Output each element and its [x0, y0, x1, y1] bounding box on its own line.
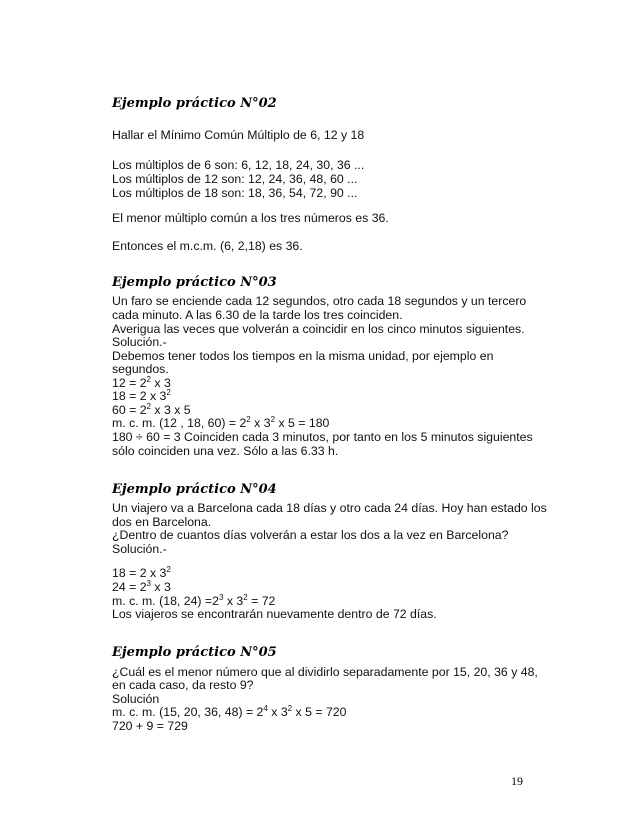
math-line: $60 = 2^2$ x 3 x 5 [112, 401, 191, 417]
heading-ejemplo-02: Ejemplo práctico N°02 [112, 96, 277, 111]
text-line: cada minuto. A las 6.30 de la tarde los tres coinciden. [112, 308, 403, 322]
heading-ejemplo-04: Ejemplo práctico N°04 [112, 482, 277, 497]
text-line: 720 + 9 = 729 [112, 719, 188, 733]
text-line: Hallar el Mínimo Común Múltiplo de 6, 12 y 18 [112, 128, 365, 142]
text-line: Solución [112, 692, 160, 706]
math-line: 18 = 2 x $3^2$ [112, 564, 171, 580]
heading-ejemplo-03: Ejemplo práctico N°03 [112, 275, 277, 290]
text-line: sólo coinciden una vez. Sólo a las 6.33 h. [112, 444, 339, 458]
text-line: en cada caso, da resto 9? [112, 678, 254, 692]
text-line: segundos. [112, 362, 169, 376]
text-line: Los múltiplos de 18 son: 18, 36, 54, 72, 90 ... [112, 186, 358, 200]
text-line: Averigua las veces que volverán a coincidir en los cinco minutos siguientes. [112, 322, 525, 336]
text-line: ¿Cuál es el menor número que al dividirlo separadamente por 15, 20, 36 y 48, [112, 665, 538, 679]
heading-ejemplo-05: Ejemplo práctico N°05 [112, 645, 277, 660]
text-line: Solución.- [112, 335, 167, 349]
math-line: m. c. m. (15, 20, 36, $48) = 2^4$ x $3^2$ x 5 = 720 [112, 703, 347, 719]
math-line: m. c. m. (12 , 18, $60) = 2^2$ x $3^2$ x 5 = 180 [112, 414, 330, 430]
text-line: Un faro se enciende cada 12 segundos, otro cada 18 segundos y un tercero [112, 294, 527, 308]
page-number: 19 [511, 774, 523, 788]
text-line: Un viajero va a Barcelona cada 18 días y otro cada 24 días. Hoy han estado los [112, 501, 547, 515]
math-line: $12 = 2^2$ x 3 [112, 374, 171, 390]
text-line: Solución.- [112, 542, 167, 556]
text-line: Los múltiplos de 12 son: 12, 24, 36, 48, 60 ... [112, 172, 358, 186]
text-line: Debemos tener todos los tiempos en la misma unidad, por ejemplo en [112, 349, 494, 363]
text-line: dos en Barcelona. [112, 515, 212, 529]
math-line: m. c. m. (18, $24) =2^3$ x $3^2 = 72$ [112, 592, 276, 608]
text-line: El menor múltiplo común a los tres números es 36. [112, 211, 389, 225]
text-line: ¿Dentro de cuantos días volverán a estar los dos a la vez en Barcelona? [112, 528, 509, 542]
text-line: Los viajeros se encontrarán nuevamente dentro de 72 días. [112, 607, 437, 621]
math-line: $24 = 2^3$ x 3 [112, 578, 171, 594]
math-line: 18 = 2 x $3^2$ [112, 387, 171, 403]
text-line: 180 ÷ 60 = 3 Coinciden cada 3 minutos, por tanto en los 5 minutos siguientes [112, 430, 533, 444]
text-line: Entonces el m.c.m. (6, 2,18) es 36. [112, 239, 303, 253]
text-line: Los múltiplos de 6 son: 6, 12, 18, 24, 30, 36 ... [112, 158, 365, 172]
